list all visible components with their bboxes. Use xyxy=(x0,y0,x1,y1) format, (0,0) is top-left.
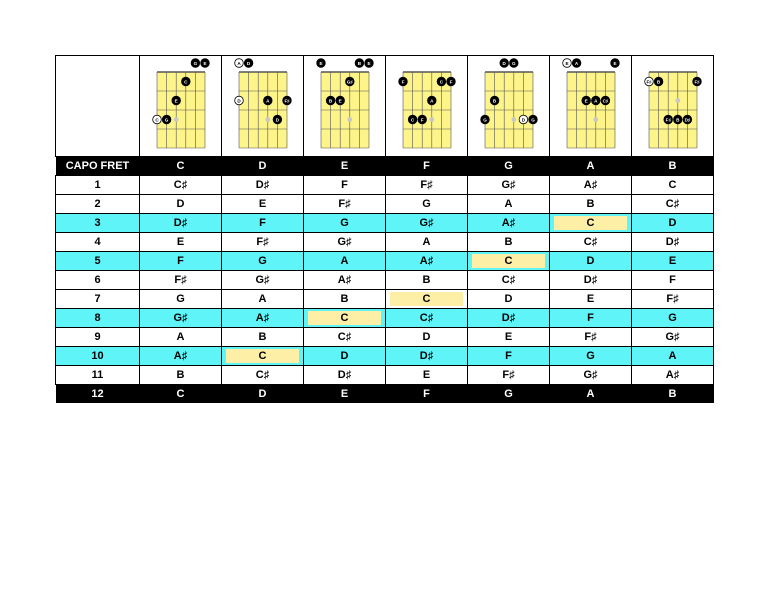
highlighted-note: C xyxy=(226,349,299,363)
finger-dot xyxy=(326,96,335,105)
svg-text:F♯: F♯ xyxy=(665,117,671,123)
note-cell: A♯ xyxy=(468,214,550,233)
note-cell: A xyxy=(140,328,222,347)
svg-text:G: G xyxy=(193,61,197,66)
note-cell xyxy=(222,347,304,366)
capo-fret-header: CAPO FRET xyxy=(56,157,140,176)
note-cell: F xyxy=(632,271,714,290)
chord-diagram-cell xyxy=(386,56,468,157)
note-cell: D xyxy=(550,252,632,271)
fret-marker xyxy=(593,117,598,122)
finger-dot xyxy=(345,77,354,86)
highlighted-note: C xyxy=(554,216,627,230)
finger-dot xyxy=(408,115,417,124)
finger-dot xyxy=(417,115,426,124)
chord-header: E xyxy=(304,157,386,176)
note-cell: B xyxy=(304,290,386,309)
finger-dot xyxy=(673,115,682,124)
note-cell: D xyxy=(468,290,550,309)
chord-diagram-c xyxy=(145,56,217,156)
fret-marker xyxy=(511,117,516,122)
fret-number: 12 xyxy=(56,385,140,404)
note-cell: D xyxy=(140,195,222,214)
highlighted-note: C xyxy=(472,254,545,268)
chord-diagram-row xyxy=(56,56,714,157)
chord-diagram-cell xyxy=(222,56,304,157)
note-cell: E xyxy=(632,252,714,271)
fret-marker xyxy=(265,117,270,122)
finger-dot xyxy=(601,96,610,105)
note-cell: A xyxy=(550,385,632,404)
svg-text:G♯: G♯ xyxy=(346,79,353,85)
note-cell: F♯ xyxy=(140,271,222,290)
open-string-note xyxy=(364,59,373,68)
highlighted-note: C xyxy=(308,311,381,325)
fret-row xyxy=(56,328,714,347)
finger-dot xyxy=(663,115,672,124)
note-cell: F xyxy=(304,176,386,195)
finger-dot xyxy=(234,96,243,105)
note-cell: C♯ xyxy=(632,195,714,214)
note-cell: C xyxy=(632,176,714,195)
note-cell: A xyxy=(632,347,714,366)
note-cell: G♯ xyxy=(304,233,386,252)
chord-diagram-cell xyxy=(632,56,714,157)
note-cell: G♯ xyxy=(550,366,632,385)
finger-dot xyxy=(644,77,653,86)
finger-dot xyxy=(263,96,272,105)
svg-text:A: A xyxy=(429,98,433,104)
fret-row xyxy=(56,176,714,195)
note-cell: B xyxy=(468,233,550,252)
chord-diagram-e xyxy=(309,56,381,156)
svg-text:A: A xyxy=(574,61,578,66)
note-cell: C♯ xyxy=(222,366,304,385)
svg-text:F: F xyxy=(401,79,404,85)
corner-empty-cell xyxy=(56,56,140,157)
note-cell: C♯ xyxy=(386,309,468,328)
note-cell: G xyxy=(468,385,550,404)
note-cell: A♯ xyxy=(140,347,222,366)
finger-dot xyxy=(398,77,407,86)
fret-number: 6 xyxy=(56,271,140,290)
svg-text:E: E xyxy=(202,61,207,66)
open-string-note xyxy=(191,59,200,68)
svg-text:F♯: F♯ xyxy=(645,79,652,85)
svg-text:A: A xyxy=(593,98,597,104)
svg-text:D: D xyxy=(246,61,250,66)
note-cell: F♯ xyxy=(550,328,632,347)
finger-dot xyxy=(490,96,499,105)
note-cell: D xyxy=(386,328,468,347)
chord-header: B xyxy=(632,157,714,176)
open-string-note xyxy=(355,59,364,68)
fret-number: 10 xyxy=(56,347,140,366)
svg-text:F: F xyxy=(420,117,424,123)
svg-text:D♯: D♯ xyxy=(684,117,690,123)
chord-diagram-cell xyxy=(550,56,632,157)
note-cell: F xyxy=(222,214,304,233)
svg-text:E: E xyxy=(338,98,342,104)
svg-text:C: C xyxy=(439,79,443,85)
finger-dot xyxy=(654,77,663,86)
finger-dot xyxy=(427,96,436,105)
svg-text:E: E xyxy=(612,61,617,66)
svg-text:E: E xyxy=(564,61,569,66)
svg-text:B: B xyxy=(328,98,332,104)
fret-marker xyxy=(675,98,680,103)
note-cell: F♯ xyxy=(468,366,550,385)
finger-dot xyxy=(273,115,282,124)
chord-diagram-cell xyxy=(140,56,222,157)
finger-dot xyxy=(591,96,600,105)
chord-diagram-cell xyxy=(304,56,386,157)
fret-row xyxy=(56,347,714,366)
fret-row xyxy=(56,290,714,309)
note-cell xyxy=(386,290,468,309)
svg-text:E: E xyxy=(318,61,323,66)
note-cell: C xyxy=(140,385,222,404)
finger-dot xyxy=(282,96,291,105)
note-cell: D♯ xyxy=(140,214,222,233)
svg-text:D: D xyxy=(275,117,279,123)
open-string-note xyxy=(244,59,253,68)
note-cell: C♯ xyxy=(304,328,386,347)
svg-text:G: G xyxy=(482,117,487,123)
svg-text:B: B xyxy=(675,117,679,123)
finger-dot xyxy=(171,96,180,105)
note-cell: A xyxy=(222,290,304,309)
svg-text:F♯: F♯ xyxy=(693,79,700,85)
fret-row xyxy=(56,214,714,233)
note-cell: A xyxy=(386,233,468,252)
open-string-note xyxy=(234,59,243,68)
note-cell: F♯ xyxy=(222,233,304,252)
note-cell: A♯ xyxy=(632,366,714,385)
finger-dot xyxy=(581,96,590,105)
fret-marker xyxy=(347,117,352,122)
svg-text:B: B xyxy=(656,79,660,85)
chord-diagram-b xyxy=(637,56,709,156)
note-cell: F♯ xyxy=(386,176,468,195)
note-cell: G xyxy=(140,290,222,309)
capo-chord-table xyxy=(55,55,714,403)
svg-text:B: B xyxy=(492,98,496,104)
note-cell: A♯ xyxy=(550,176,632,195)
note-cell: B xyxy=(222,328,304,347)
svg-text:G: G xyxy=(530,117,535,123)
fret-row xyxy=(56,271,714,290)
note-cell: D xyxy=(304,347,386,366)
chord-header: G xyxy=(468,157,550,176)
fret-row xyxy=(56,233,714,252)
finger-dot xyxy=(519,115,528,124)
note-cell: E xyxy=(222,195,304,214)
svg-text:D: D xyxy=(521,117,525,123)
note-cell: D♯ xyxy=(632,233,714,252)
note-cell: D xyxy=(222,385,304,404)
highlighted-note: C xyxy=(390,292,463,306)
finger-dot xyxy=(446,77,455,86)
note-cell: D♯ xyxy=(222,176,304,195)
note-cell: G♯ xyxy=(222,271,304,290)
note-cell: D♯ xyxy=(386,347,468,366)
note-cell: F xyxy=(140,252,222,271)
chord-header: A xyxy=(550,157,632,176)
fret-row xyxy=(56,366,714,385)
fret-number: 2 xyxy=(56,195,140,214)
finger-dot xyxy=(480,115,489,124)
note-cell xyxy=(304,309,386,328)
note-cell: B xyxy=(550,195,632,214)
finger-dot xyxy=(528,115,537,124)
note-cell: F xyxy=(550,309,632,328)
note-cell: G♯ xyxy=(386,214,468,233)
header-row xyxy=(56,157,714,176)
note-cell: A xyxy=(304,252,386,271)
note-cell: E xyxy=(550,290,632,309)
fret-number: 5 xyxy=(56,252,140,271)
note-cell: E xyxy=(386,366,468,385)
svg-text:A: A xyxy=(265,98,269,104)
footer-row xyxy=(56,385,714,404)
chord-diagram-g xyxy=(473,56,545,156)
note-cell: D xyxy=(632,214,714,233)
chord-header: F xyxy=(386,157,468,176)
note-cell: G♯ xyxy=(632,328,714,347)
note-cell: A♯ xyxy=(222,309,304,328)
finger-dot xyxy=(162,115,171,124)
note-cell: C♯ xyxy=(140,176,222,195)
open-string-note xyxy=(499,59,508,68)
svg-text:C: C xyxy=(410,117,414,123)
svg-text:G: G xyxy=(511,61,516,66)
fret-row xyxy=(56,309,714,328)
note-cell: D♯ xyxy=(468,309,550,328)
fret-number: 3 xyxy=(56,214,140,233)
note-cell: A♯ xyxy=(386,252,468,271)
note-cell: C♯ xyxy=(550,233,632,252)
fret-number: 4 xyxy=(56,233,140,252)
fret-marker xyxy=(429,117,434,122)
chord-diagram-cell xyxy=(468,56,550,157)
finger-dot xyxy=(335,96,344,105)
note-cell: F♯ xyxy=(304,195,386,214)
fret-marker xyxy=(173,117,178,122)
chord-header: D xyxy=(222,157,304,176)
note-cell: A♯ xyxy=(304,271,386,290)
note-cell xyxy=(550,214,632,233)
svg-text:E: E xyxy=(584,98,588,104)
note-cell: G xyxy=(550,347,632,366)
note-cell xyxy=(468,252,550,271)
finger-dot xyxy=(692,77,701,86)
note-cell: E xyxy=(468,328,550,347)
finger-dot xyxy=(181,77,190,86)
fret-number: 11 xyxy=(56,366,140,385)
note-cell: G xyxy=(304,214,386,233)
svg-text:D: D xyxy=(236,98,241,104)
finger-dot xyxy=(683,115,692,124)
finger-dot xyxy=(152,115,161,124)
open-string-note xyxy=(509,59,518,68)
note-cell: C♯ xyxy=(468,271,550,290)
note-cell: A xyxy=(468,195,550,214)
note-cell: E xyxy=(304,385,386,404)
chord-diagram-d xyxy=(227,56,299,156)
svg-text:C♯: C♯ xyxy=(602,98,608,104)
fret-number: 1 xyxy=(56,176,140,195)
open-string-note xyxy=(562,59,571,68)
open-string-note xyxy=(316,59,325,68)
note-cell: F♯ xyxy=(632,290,714,309)
open-string-note xyxy=(200,59,209,68)
svg-text:F: F xyxy=(449,79,452,85)
note-cell: B xyxy=(386,271,468,290)
note-cell: G xyxy=(222,252,304,271)
note-cell: G♯ xyxy=(140,309,222,328)
svg-text:C: C xyxy=(183,79,187,85)
svg-text:C: C xyxy=(154,117,159,123)
note-cell: F xyxy=(386,385,468,404)
note-cell: D♯ xyxy=(550,271,632,290)
fret-number: 9 xyxy=(56,328,140,347)
note-cell: G xyxy=(386,195,468,214)
chord-header: C xyxy=(140,157,222,176)
svg-text:D: D xyxy=(502,61,506,66)
svg-text:A: A xyxy=(236,61,241,66)
svg-text:G: G xyxy=(164,117,168,123)
note-cell: G xyxy=(632,309,714,328)
note-cell: F xyxy=(468,347,550,366)
svg-text:F♯: F♯ xyxy=(283,98,290,104)
svg-text:E: E xyxy=(174,98,178,104)
note-cell: D♯ xyxy=(304,366,386,385)
open-string-note xyxy=(610,59,619,68)
note-cell: B xyxy=(632,385,714,404)
note-cell: G♯ xyxy=(468,176,550,195)
open-string-note xyxy=(572,59,581,68)
fret-row xyxy=(56,195,714,214)
fret-row xyxy=(56,252,714,271)
note-cell: E xyxy=(140,233,222,252)
svg-text:B: B xyxy=(357,61,361,66)
chord-diagram-a xyxy=(555,56,627,156)
fret-number: 8 xyxy=(56,309,140,328)
note-cell: B xyxy=(140,366,222,385)
svg-text:E: E xyxy=(366,61,371,66)
fret-number: 7 xyxy=(56,290,140,309)
finger-dot xyxy=(437,77,446,86)
chord-diagram-f xyxy=(391,56,463,156)
